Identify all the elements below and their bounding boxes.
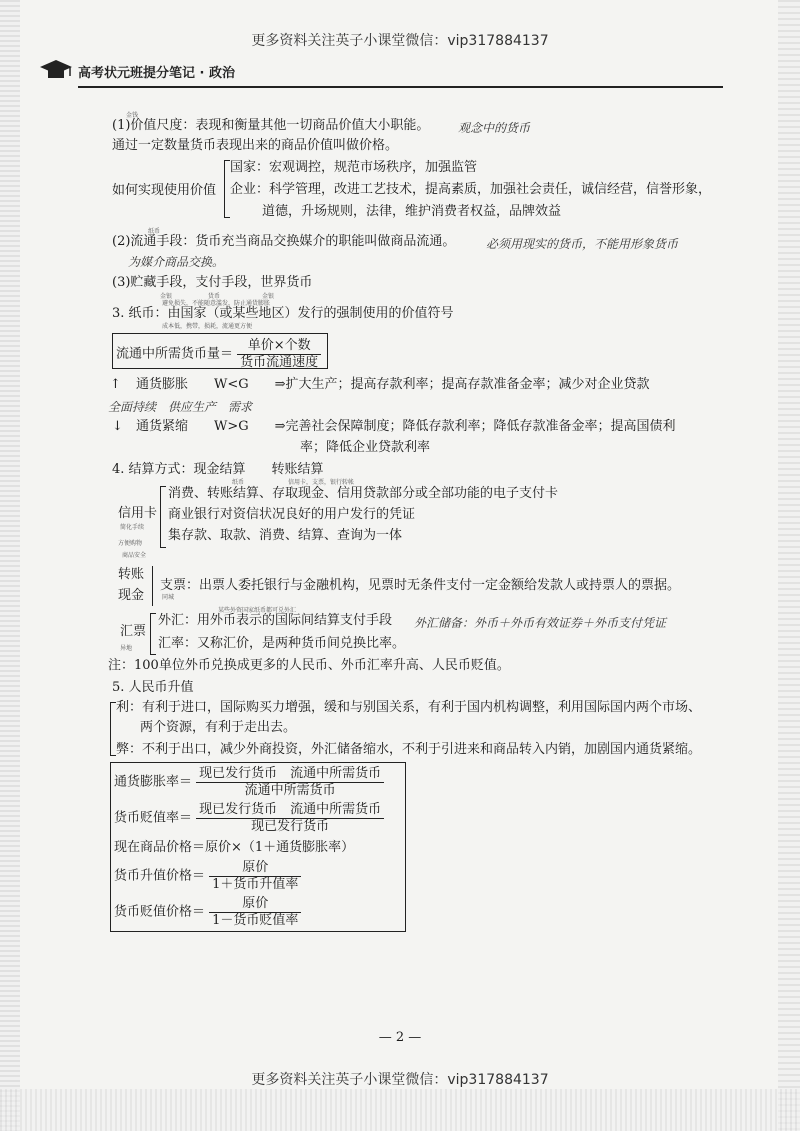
- note-real-money: 必须用现实的货币，不能用形象货币: [486, 237, 679, 251]
- draft-label-2: 票: [133, 624, 147, 639]
- scan-edge-bottom: [0, 1089, 800, 1131]
- note-exchange: 注：100单位外币兑换成更多的人民币、外币汇率升高、人民币贬值。: [108, 658, 510, 673]
- note-forex-reserve: 外汇储备：外币＋外币有效证券＋外币支付凭证: [414, 616, 667, 630]
- formula-money-needed: [116, 338, 321, 371]
- note-medium: 为媒介商品交换。: [128, 255, 225, 269]
- storage-line: (3)贮藏手段，支付手段，世界货币: [112, 275, 313, 290]
- formula-depreciation-frac: [196, 802, 384, 835]
- formula-appreciation-lhs: 货币升值价格＝: [114, 868, 206, 884]
- annot-exchange: 某些外资国家纸币都可兑外汇: [218, 607, 297, 614]
- brace-credit-card: [160, 486, 166, 548]
- formula-inflation-frac: [196, 766, 384, 799]
- formula-depreciation-rate: [114, 802, 384, 835]
- formula-inflation-den: 流通中所需货币: [244, 783, 336, 798]
- note-card-2: 方便购物: [118, 540, 143, 547]
- formula-current-price: 现在商品价格＝原价×（1＋通货膨胀率）: [114, 840, 355, 855]
- formula-numerator: 单价×个数: [237, 338, 321, 355]
- formula-depreciation-lhs: 货币贬值率＝: [114, 810, 193, 826]
- rmb-pros-cont: 两个资源，有利于走出去。: [140, 720, 297, 735]
- formula-lhs: 流通中所需货币量＝: [116, 346, 234, 362]
- annot-storage-2: 货币: [208, 293, 221, 300]
- deflation-line-cont: 率；降低企业贷款利率: [300, 440, 431, 455]
- scan-edge-right: [778, 0, 800, 1131]
- settlement-line: 4. 结算方式：现金结算 转账结算: [112, 462, 324, 477]
- page-number: — 2 —: [378, 1030, 422, 1045]
- formula-depreciated-num: 原价: [209, 896, 301, 913]
- note-same-city: 同城: [162, 594, 175, 601]
- annot-storage-3: 金银: [262, 293, 275, 300]
- value-measure-line: (1)价值尺度：表现和衡量其他一切商品价值大小职能。: [112, 118, 430, 133]
- annot-settle-2: 信用卡，支票，银行转帐: [288, 479, 355, 486]
- forex-definition: 外汇：用外币表示的国际间结算支付手段: [158, 613, 393, 628]
- formula-depreciated-price: [114, 896, 301, 929]
- page-header: [78, 62, 235, 81]
- note-card-3: 商品安全: [122, 552, 147, 559]
- note-ideal-money: 观念中的货币: [458, 121, 531, 135]
- arrow-down: ↓: [112, 419, 123, 434]
- arrow-up: ↑: [110, 377, 121, 392]
- circulation-line: (2)流通手段：货币充当商品交换媒介的职能叫做商品流通。: [112, 234, 456, 249]
- card-item-1: 消费、转账结算、存取现金、信用贷款部分或全部功能的电子支付卡: [168, 486, 559, 501]
- formula-fraction: [237, 338, 321, 371]
- realize-enterprise-cont: 道德，升场规则，法律，维护消费者权益，品牌效益: [262, 204, 562, 219]
- transfer-label-1: 转账: [118, 567, 145, 582]
- graduation-cap-icon: [38, 58, 74, 80]
- price-definition: 通过一定数量货币表现出来的商品价值叫做价格。: [112, 138, 399, 153]
- brace-exchange: [150, 613, 156, 655]
- rmb-cons: 弊：不利于出口，减少外商投资，外汇储备缩水，不利于引进来和商品转入内销，加剧国内通货紧缩。: [116, 742, 702, 757]
- note-inflation: 全面持续 供应生产 需求: [108, 400, 253, 414]
- annot-value-measure: 金钱: [126, 112, 139, 119]
- formula-depreciation-num: 现已发行货币 流通中所需货币: [196, 802, 384, 819]
- formula-appreciation-den: 1＋货币升值率: [212, 877, 299, 892]
- rmb-pros: 利：有利于进口，国际购买力增强，缓和与别国关系，有利于国内机构调整，利用国际国内两个市场、: [116, 700, 702, 715]
- credit-card-label: 信用卡: [118, 506, 158, 521]
- formula-inflation-num: 现已发行货币 流通中所需货币: [196, 766, 384, 783]
- formula-inflation-rate: [114, 766, 384, 799]
- annot-settle-1: 纸币: [232, 479, 245, 486]
- realize-lead: 如何实现使用价值: [112, 183, 217, 198]
- header-title: 高考状元班提分笔记 · 政治: [78, 66, 235, 81]
- paper-money-def: 3. 纸币：由国家（或某些地区）发行的强制使用的价值符号: [112, 306, 454, 321]
- rmb-title: 5. 人民币升值: [112, 680, 194, 695]
- deflation-line: 通货紧缩 W>G ⇒完善社会保障制度；降低存款利率；降低存款准备金率；提高国债利: [136, 419, 676, 434]
- note-remote: 异地: [120, 645, 133, 652]
- exchange-rate-def: 汇率：又称汇价，是两种货币间兑换比率。: [158, 636, 406, 651]
- formula-denominator: 货币流通速度: [240, 355, 319, 370]
- formula-depreciated-den: 1－货币贬值率: [212, 913, 299, 928]
- scan-edge-left: [0, 0, 20, 1131]
- draft-label-1: 汇: [120, 624, 134, 639]
- formula-inflation-lhs: 通货膨胀率＝: [114, 774, 193, 790]
- transfer-divider: [152, 566, 153, 606]
- formula-appreciation-num: 原价: [209, 860, 301, 877]
- formula-depreciated-lhs: 货币贬值价格＝: [114, 904, 206, 920]
- cheque-definition: 支票：出票人委托银行与金融机构，见票时无条件支付一定金额给发款人或持票人的票据。: [160, 578, 681, 593]
- card-item-3: 集存款、取款、消费、结算、查询为一体: [168, 528, 403, 543]
- transfer-label-2: 现金: [118, 588, 145, 603]
- annot-paper-1: 避免损失，不能随意滥发，防止通货膨胀: [162, 300, 271, 307]
- note-card-1: 简化手续: [120, 524, 145, 531]
- watermark-bottom: 更多资料关注英子小课堂微信：vip317884137: [251, 1072, 549, 1088]
- annot-paper-2: 成本低，携带，损耗，流通更方便: [162, 323, 253, 330]
- watermark-top: 更多资料关注英子小课堂微信：vip317884137: [251, 33, 549, 49]
- realize-enterprise: 企业：科学管理，改进工艺技术，提高素质，加强社会责任，诚信经营，信誉形象，: [230, 182, 712, 197]
- formula-appreciation-price: [114, 860, 301, 893]
- formula-depreciated-frac: [209, 896, 301, 929]
- inflation-line: 通货膨胀 W<G ⇒扩大生产；提高存款利率；提高存款准备金率；减少对企业贷款: [136, 377, 650, 392]
- card-item-2: 商业银行对资信状况良好的用户发行的凭证: [168, 507, 416, 522]
- formula-appreciation-frac: [209, 860, 301, 893]
- annot-storage-1: 金银: [160, 293, 173, 300]
- header-rule: [78, 86, 723, 88]
- formula-depreciation-den: 现已发行货币: [251, 819, 330, 834]
- realize-country: 国家：宏观调控，规范市场秩序，加强监管: [230, 160, 478, 175]
- annot-circulation: 纸币: [148, 228, 161, 235]
